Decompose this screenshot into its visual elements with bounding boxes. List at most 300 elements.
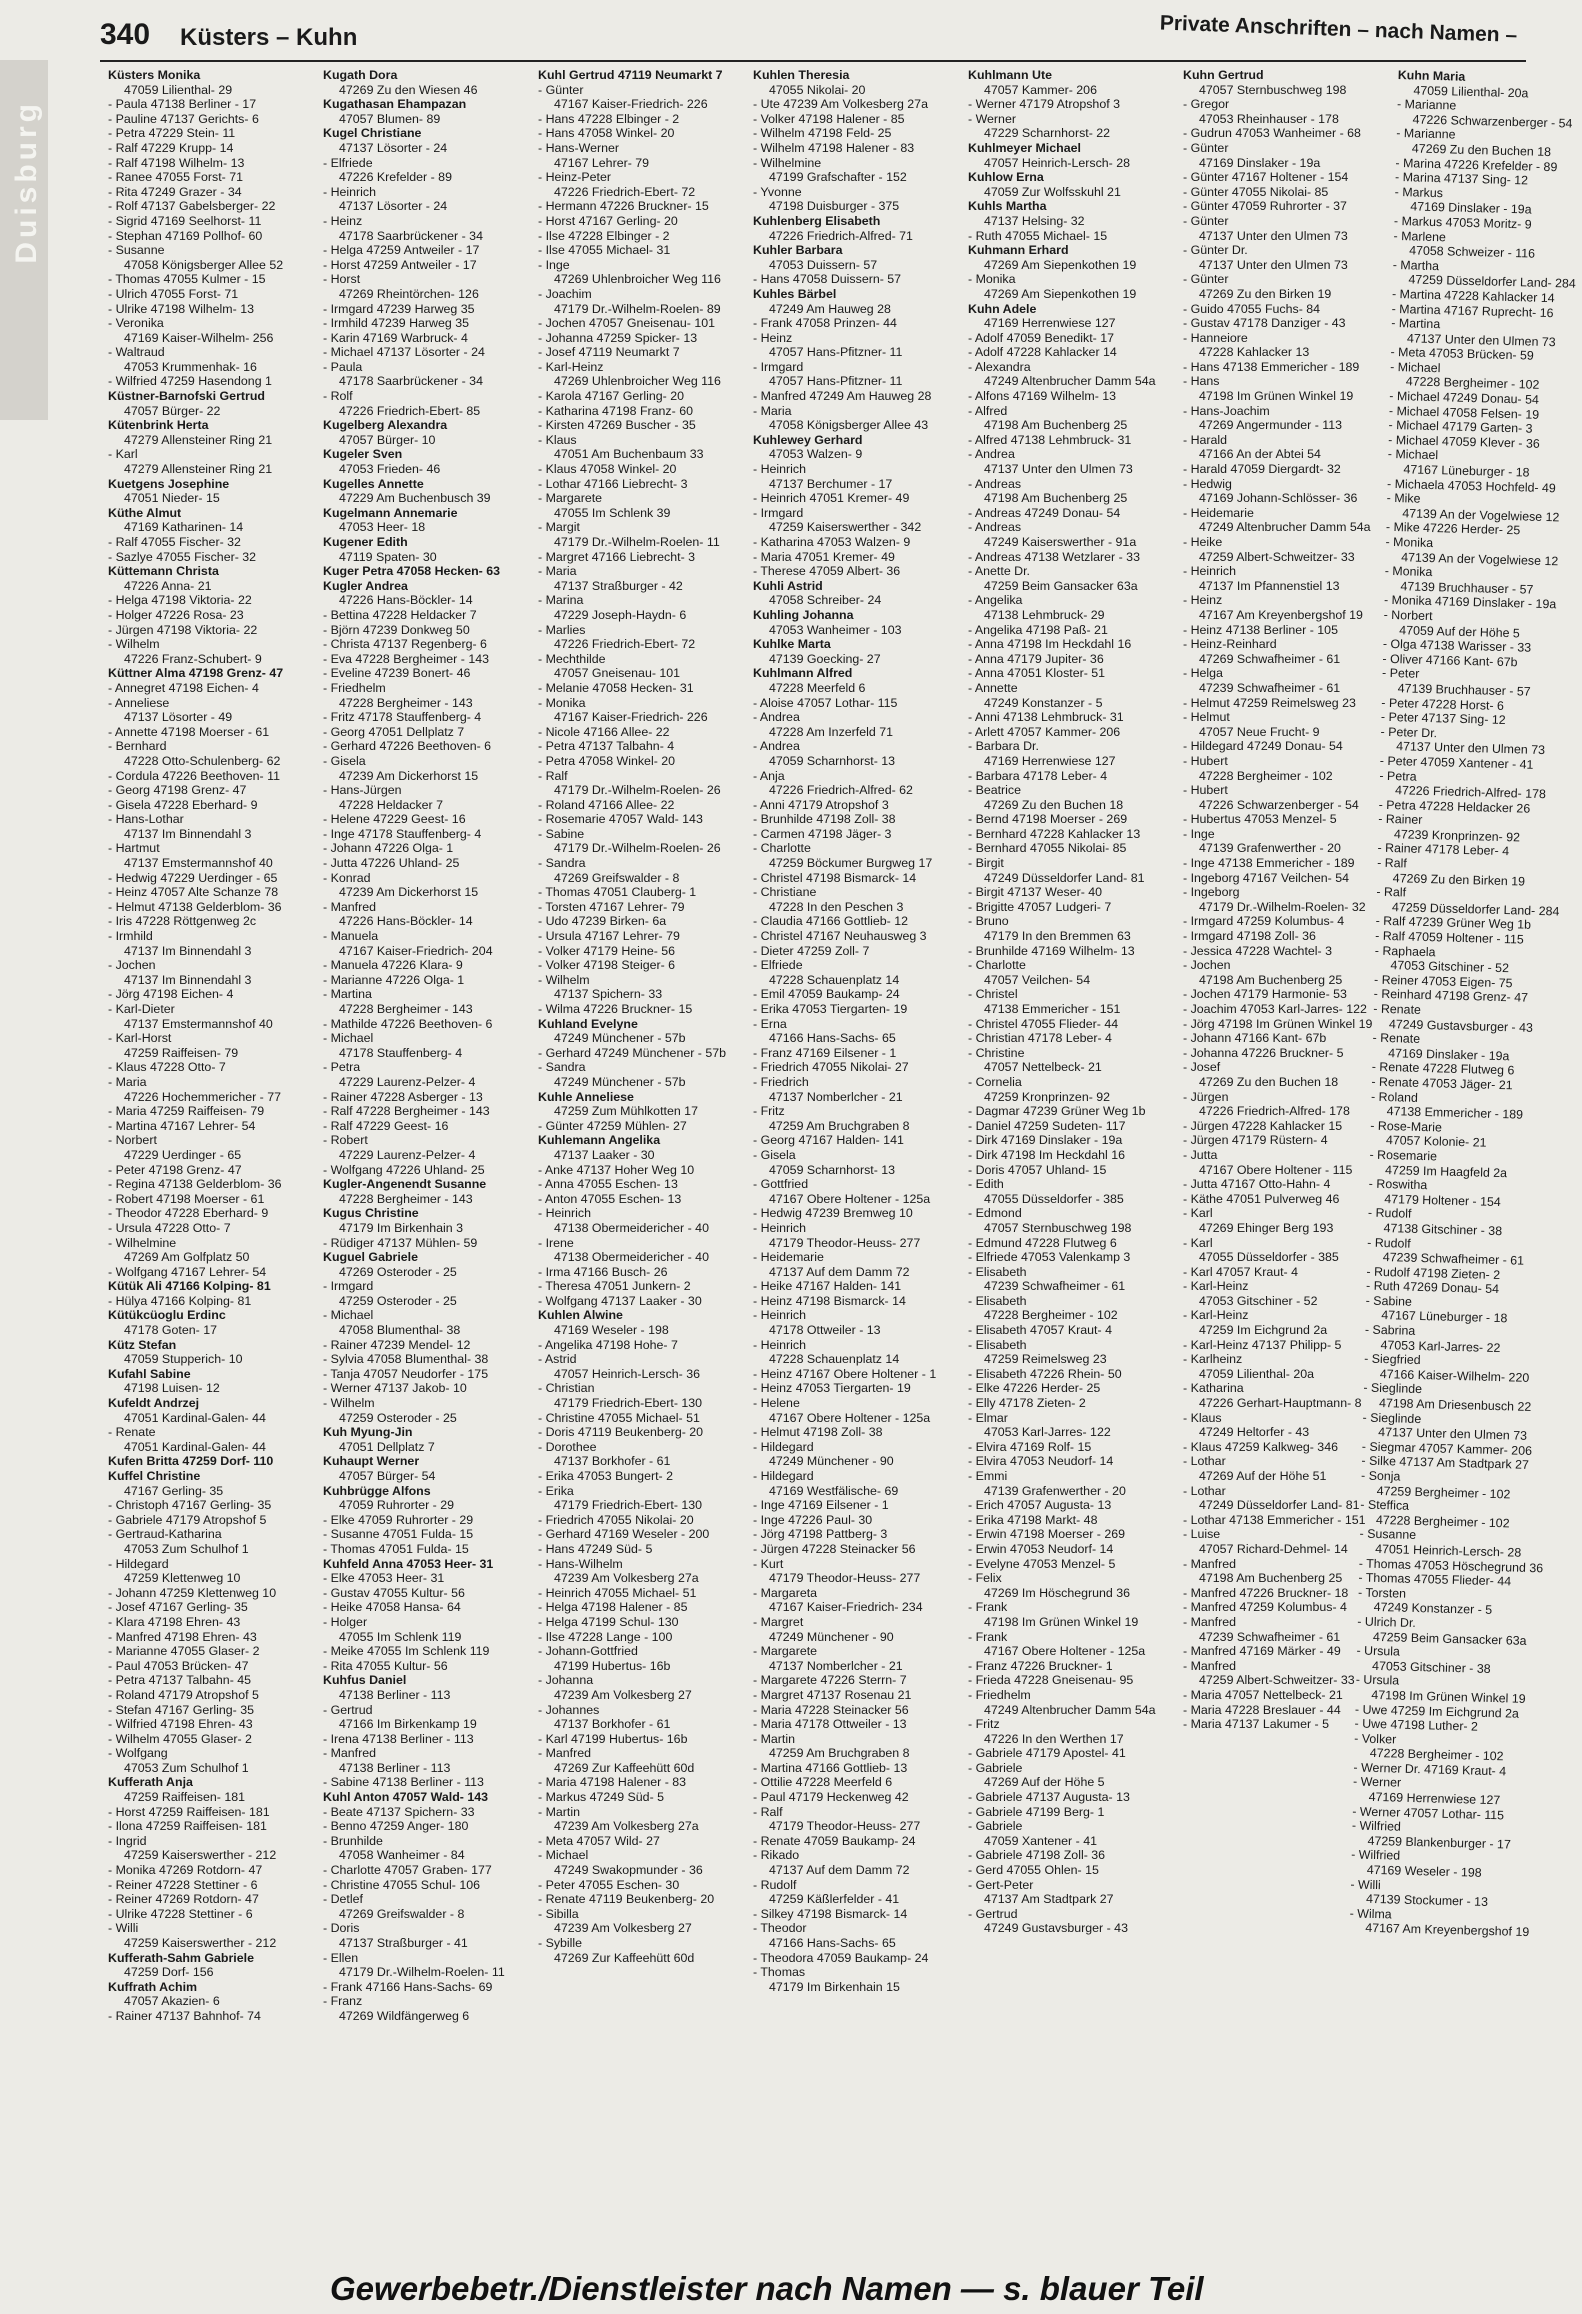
- listing-entry: - Andrea: [753, 739, 800, 754]
- listing-entry: 47166 Hans-Sachs- 65: [769, 1936, 896, 1950]
- listing-entry: - Michael: [1387, 447, 1439, 463]
- listing-entry: 47059 Auf der Höhe 5: [1399, 622, 1520, 640]
- listing-entry: 47051 Dellplatz 7: [339, 1439, 435, 1454]
- listing-entry: - Edith: [968, 1177, 1004, 1192]
- listing-entry: - Theodora 47059 Baukamp- 24: [753, 1950, 929, 1965]
- listing-entry: - Angelika: [968, 593, 1023, 608]
- listing-entry: - Heinrich 47055 Michael- 51: [538, 1585, 697, 1600]
- listing-entry: - Reiner 47269 Rotdorn- 47: [108, 1892, 259, 1907]
- listing-entry: 47259 Käßlerfelder - 41: [769, 1892, 900, 1907]
- listing-entry: - Thomas 47051 Fulda- 15: [323, 1541, 469, 1556]
- listing-entry: - Johann 47226 Olga- 1: [323, 841, 454, 856]
- listing-entry: - Inge 47169 Eilsener - 1: [753, 1498, 889, 1513]
- listing-entry: - Thomas 47053 Höschegrund 36: [1358, 1556, 1544, 1575]
- listing-entry: - Olga 47138 Warisser - 33: [1382, 636, 1532, 655]
- listing-entry: - Manfred 47198 Ehren- 43: [108, 1629, 257, 1644]
- listing-entry: - Karl: [108, 447, 138, 462]
- listing-entry: 47279 Allensteiner Ring 21: [124, 462, 273, 477]
- listing-entry: - Rolf: [323, 389, 353, 404]
- listing-entry: 47057 Hans-Pfitzner- 11: [769, 345, 903, 360]
- listing-entry: 47057 Bürger- 54: [339, 1469, 436, 1483]
- listing-entry: - Torsten: [1357, 1585, 1407, 1601]
- listing-entry: 47269 Uhlenbroicher Weg 116: [554, 272, 721, 287]
- listing-entry: - Margit: [538, 520, 580, 535]
- listing-entry: 47137 Unter den Ulmen 73: [1378, 1425, 1528, 1444]
- listing-entry: - Heinz: [753, 330, 793, 345]
- listing-entry: 47239 Am Dickerhorst 15: [339, 768, 479, 783]
- listing-entry: 47239 Schwafheimer - 61: [984, 1279, 1126, 1294]
- listing-entry: Kufahl Sabine: [108, 1366, 191, 1381]
- listing-entry: - Kurt: [753, 1556, 784, 1571]
- listing-entry: - Uwe 47259 Im Eichgrund 2a: [1354, 1701, 1520, 1721]
- listing-entry: 47137 Am Stadtpark 27: [984, 1892, 1114, 1907]
- thumb-index-tab: [0, 60, 48, 420]
- listing-entry: - Hubertus 47053 Menzel- 5: [1183, 812, 1337, 827]
- listing-entry: - Martin: [538, 1804, 580, 1819]
- listing-entry: 47053 Gitschiner - 52: [1199, 1293, 1318, 1308]
- listing-entry: - Maria 47259 Raiffeisen- 79: [108, 1104, 265, 1119]
- listing-entry: - Gabriele 47179 Atropshof 5: [108, 1512, 267, 1527]
- listing-entry: - Marianne: [1396, 126, 1456, 142]
- listing-entry: 47179 Theodor-Heuss- 277: [769, 1819, 921, 1834]
- listing-entry: - Heinz: [323, 213, 363, 228]
- listing-entry: 47239 Schwafheimer - 61: [1382, 1250, 1525, 1268]
- listing-entry: Kugeler Sven: [323, 447, 403, 462]
- listing-entry: - Ralf 47059 Holtener - 115: [1375, 928, 1524, 947]
- listing-entry: - Georg 47051 Dellplatz 7: [323, 724, 465, 739]
- listing-entry: - Maria 47228 Steinacker 56: [753, 1702, 909, 1717]
- listing-entry: - Barbara Dr.: [968, 739, 1039, 754]
- listing-entry: - Christel: [968, 987, 1018, 1002]
- listing-entry: - Elisabeth: [968, 1293, 1027, 1308]
- listing-entry: - Andrea: [968, 447, 1015, 462]
- listing-entry: 47167 Kaiser-Friedrich- 234: [769, 1600, 923, 1615]
- listing-entry: - Gudrun 47053 Wanheimer - 68: [1183, 126, 1361, 141]
- listing-entry: - Heinz-Reinhard: [1183, 637, 1277, 652]
- listing-entry: - Gabriele 47179 Apostel- 41: [968, 1746, 1126, 1761]
- listing-entry: - Irmgard: [753, 505, 804, 520]
- listing-entry: 47137 Berchumer - 17: [769, 476, 893, 491]
- listing-entry: Kugathasan Ehampazan: [323, 97, 467, 112]
- listing-entry: - Irena 47138 Berliner - 113: [323, 1731, 474, 1746]
- listing-entry: - Wilhelm: [108, 637, 160, 652]
- listing-entry: 47269 Auf der Höhe 5: [984, 1775, 1105, 1790]
- listing-entry: - Elfriede 47053 Valenkamp 3: [968, 1250, 1131, 1265]
- listing-entry: Kufferath Anja: [108, 1775, 193, 1790]
- listing-entry: - Heinz 47138 Berliner - 105: [1183, 622, 1338, 637]
- listing-entry: - Elisabeth 47057 Kraut- 4: [968, 1323, 1112, 1338]
- listing-entry: Kuhlmann Alfred: [753, 666, 853, 681]
- listing-entry: - Benno 47259 Anger- 180: [323, 1819, 469, 1834]
- listing-entry: - Siegmar 47057 Kammer- 206: [1361, 1439, 1533, 1458]
- listing-entry: - Gisela: [753, 1147, 796, 1162]
- listing-entry: - Christian 47178 Leber- 4: [968, 1031, 1112, 1046]
- listing-entry: - Bettina 47228 Heldacker 7: [323, 607, 477, 622]
- listing-entry: 47139 Bruchhauser - 57: [1397, 681, 1531, 699]
- listing-entry: 47053 Heer- 18: [339, 520, 426, 535]
- listing-entry: 47167 Am Kreyenbergshof 19: [1199, 607, 1363, 622]
- listing-entry: 47198 Am Buchenberg 25: [1199, 972, 1343, 987]
- listing-entry: 47055 Im Schlenk 119: [339, 1629, 462, 1644]
- listing-entry: - Dirk 47198 Im Heckdahl 16: [968, 1147, 1126, 1162]
- listing-entry: 47059 Xantener - 41: [984, 1833, 1097, 1848]
- listing-entry: 47239 Am Volkesberg 27: [554, 1687, 692, 1702]
- listing-entry: - Anni 47138 Lehmbruck- 31: [968, 710, 1124, 725]
- listing-entry: 47137 Auf dem Damm 72: [769, 1863, 910, 1878]
- listing-entry: - Meta 47053 Brücken- 59: [1390, 345, 1534, 363]
- listing-entry: - Maria 47137 Lakumer - 5: [1183, 1717, 1330, 1732]
- listing-entry: Kugus Christine: [323, 1206, 419, 1221]
- listing-entry: 47138 Berliner - 113: [339, 1687, 451, 1702]
- listing-entry: 47057 Hans-Pfitzner- 11: [769, 374, 903, 389]
- listing-entry: 47053 Walzen- 9: [769, 447, 863, 462]
- listing-entry: - Gisela: [323, 753, 366, 768]
- listing-entry: - Renate 47228 Flutweg 6: [1371, 1060, 1515, 1078]
- listing-entry: - Waltraud: [108, 345, 165, 360]
- listing-entry: - Mike 47226 Herder- 25: [1385, 520, 1521, 538]
- listing-entry: - Wilhelm: [323, 1396, 375, 1411]
- listing-entry: - Brunhilde: [323, 1833, 383, 1848]
- listing-entry: - Wilma: [1349, 1906, 1392, 1922]
- listing-entry: - Heinrich: [753, 1220, 807, 1235]
- listing-entry: - Stephan 47169 Pollhof- 60: [108, 228, 263, 243]
- listing-entry: - Helene 47229 Geest- 16: [323, 812, 466, 827]
- listing-entry: 47259 Beim Gansacker 63a: [1372, 1629, 1527, 1648]
- listing-entry: - Manfred: [323, 899, 377, 914]
- listing-entry: 47229 Laurenz-Pelzer- 4: [339, 1074, 476, 1089]
- listing-entry: - Gregor: [1183, 97, 1230, 112]
- listing-entry: - Maria: [753, 403, 792, 418]
- listing-entry: 47051 Nieder- 15: [124, 491, 220, 506]
- listing-entry: Kufferath-Sahm Gabriele: [108, 1950, 254, 1965]
- listing-entry: - Norbert: [1383, 607, 1433, 624]
- listing-entry: 47051 Am Buchenbaum 33: [554, 447, 704, 462]
- listing-entry: - Ralf 47229 Geest- 16: [323, 1118, 449, 1133]
- listing-entry: - Michael 47058 Felsen- 19: [1388, 403, 1540, 422]
- listing-entry: 47239 Am Volkesberg 27a: [554, 1819, 699, 1834]
- listing-entry: 47053 Karl-Jarres- 22: [1380, 1337, 1501, 1355]
- listing-column: [108, 68, 313, 2263]
- listing-entry: - Petra 47137 Talbahn- 45: [108, 1673, 252, 1688]
- listing-entry: 47229 Scharnhorst- 22: [984, 126, 1111, 141]
- listing-entry: 47239 Am Volkesberg 27a: [554, 1571, 699, 1586]
- listing-entry: 47179 Im Birkenhain 3: [339, 1220, 463, 1235]
- listing-entry: - Beate 47137 Spichern- 33: [323, 1804, 475, 1819]
- listing-entry: 47053 Rheinhauser - 178: [1199, 111, 1339, 126]
- listing-entry: - Hedwig 47239 Bremweg 10: [753, 1206, 913, 1221]
- listing-entry: - Petra: [1379, 768, 1417, 784]
- listing-entry: - Christine 47055 Schul- 106: [323, 1877, 481, 1892]
- listing-entry: - Heinrich 47051 Kremer- 49: [753, 491, 910, 506]
- listing-entry: 47138 Gitschiner - 38: [1383, 1220, 1503, 1239]
- listing-entry: - Heinrich: [1183, 564, 1237, 579]
- listing-entry: - Fritz: [753, 1104, 785, 1119]
- listing-entry: - Carmen 47198 Jäger- 3: [753, 826, 892, 841]
- listing-entry: - Wilma 47226 Bruckner- 15: [538, 1002, 693, 1016]
- listing-entry: - Annette 47198 Moerser - 61: [108, 724, 270, 739]
- listing-entry: - Tanja 47057 Neudorfer - 175: [323, 1366, 489, 1381]
- thumb-index-label: Duisburg: [10, 100, 43, 264]
- listing-entry: - Sabine 47138 Berliner - 113: [323, 1775, 484, 1790]
- listing-entry: - Rainer 47137 Bahnhof- 74: [108, 2008, 261, 2023]
- listing-entry: Kütz Stefan: [108, 1337, 177, 1352]
- listing-entry: - Karl: [1183, 1206, 1213, 1221]
- listing-entry: - Veronika: [108, 316, 164, 331]
- listing-entry: - Heinrich: [323, 184, 377, 199]
- listing-entry: - Maria: [538, 564, 577, 579]
- listing-entry: Küstner-Barnofski Gertrud: [108, 389, 265, 404]
- listing-entry: - Heinrich: [753, 1337, 807, 1352]
- listing-entry: - Hans-Jürgen: [323, 783, 402, 798]
- listing-entry: - Charlotte: [753, 841, 811, 856]
- listing-entry: - Hubert: [1183, 783, 1228, 798]
- listing-entry: - Alfons 47169 Wilhelm- 13: [968, 389, 1117, 404]
- listing-entry: - Jessica 47228 Wachtel- 3: [1183, 943, 1332, 958]
- listing-entry: - Günter 47167 Holtener - 154: [1183, 170, 1349, 185]
- listing-entry: - Reinhard 47198 Grenz- 47: [1373, 987, 1529, 1006]
- listing-entry: - Paula: [323, 359, 363, 374]
- listing-entry: - Gisela 47228 Eberhard- 9: [108, 797, 258, 812]
- listing-entry: 47249 Gustavsburger - 43: [984, 1921, 1128, 1936]
- listing-entry: - Emil 47059 Baukamp- 24: [753, 987, 900, 1002]
- listing-entry: 47239 Schwafheimer - 61: [1199, 1629, 1341, 1644]
- listing-entry: - Sabine: [1365, 1293, 1413, 1309]
- listing-entry: 47228 Bergheimer - 102: [1375, 1512, 1510, 1531]
- listing-entry: - Ilse 47055 Michael- 31: [538, 243, 671, 258]
- listing-entry: - Andrea: [753, 710, 800, 725]
- listing-entry: 47259 Klettenweg 10: [124, 1571, 241, 1586]
- listing-entry: 47058 Schreiber- 24: [769, 593, 882, 608]
- listing-entry: 47179 Dr.-Wilhelm-Roelen- 11: [339, 1965, 505, 1980]
- listing-entry: - Josef 47119 Neumarkt 7: [538, 345, 680, 360]
- listing-entry: 47229 Uerdinger - 65: [124, 1147, 242, 1162]
- listing-entry: - Inge 47138 Emmericher - 189: [1183, 856, 1355, 871]
- listing-entry: 47059 Stupperich- 10: [124, 1352, 243, 1367]
- listing-entry: 47226 Friedrich-Alfred- 71: [769, 228, 913, 243]
- listing-entry: - Monika: [1385, 534, 1434, 551]
- listing-entry: 47057 Neue Frucht- 9: [1199, 724, 1320, 739]
- listing-entry: 47119 Spaten- 30: [339, 549, 437, 564]
- listing-entry: Kuffel Christine: [108, 1469, 201, 1483]
- listing-entry: - Karl 47199 Hubertus- 16b: [538, 1731, 688, 1746]
- listing-entry: - Marianne: [1396, 97, 1457, 113]
- listing-entry: 47053 Zum Schulhof 1: [124, 1541, 249, 1556]
- listing-entry: 47138 Lehmbruck- 29: [984, 607, 1105, 622]
- listing-entry: 47269 Auf der Höhe 51: [1199, 1469, 1327, 1483]
- listing-entry: - Ellen: [323, 1950, 359, 1965]
- listing-entry: - Dagmar 47239 Grüner Weg 1b: [968, 1104, 1146, 1119]
- listing-entry: - Erika 47053 Bungert- 2: [538, 1469, 673, 1483]
- listing-entry: 47259 Dorf- 156: [124, 1965, 214, 1980]
- listing-entry: 47198 Im Grünen Winkel 19: [1371, 1687, 1526, 1706]
- listing-entry: - Jochen 47179 Harmonie- 53: [1183, 987, 1347, 1002]
- listing-entry: 47226 Friedrich-Alfred- 178: [1199, 1104, 1350, 1119]
- listing-entry: - Klaus 47228 Otto- 7: [108, 1060, 226, 1075]
- listing-entry: Kuhn Maria: [1397, 68, 1466, 84]
- listing-entry: - Martina 47167 Lehrer- 54: [108, 1118, 256, 1133]
- listing-entry: - Josef 47167 Gerling- 35: [108, 1600, 248, 1615]
- listing-entry: - Rosemarie 47057 Wald- 143: [538, 812, 703, 827]
- listing-entry: 47138 Obermeidericher - 40: [554, 1250, 709, 1265]
- listing-entry: 47059 Lilienthal- 20a: [1199, 1366, 1315, 1381]
- listing-entry: - Theodor 47228 Eberhard- 9: [108, 1206, 269, 1221]
- listing-entry: - Renate 47119 Beukenberg- 20: [538, 1892, 715, 1907]
- listing-entry: - Rolf 47137 Gabelsberger- 22: [108, 199, 276, 214]
- listing-entry: - Karlheinz: [1183, 1352, 1243, 1367]
- listing-entry: - Anni 47179 Atropshof 3: [753, 797, 889, 812]
- listing-entry: 47249 Konstanzer - 5: [1373, 1600, 1493, 1618]
- listing-entry: - Elke 47059 Ruhrorter - 29: [323, 1512, 474, 1527]
- listing-entry: - Mathilde 47226 Beethoven- 6: [323, 1016, 493, 1031]
- listing-entry: 47053 Frieden- 46: [339, 462, 441, 477]
- listing-entry: 47259 Albert-Schweitzer- 33: [1199, 1673, 1355, 1688]
- listing-entry: - Volker: [1354, 1731, 1397, 1747]
- listing-entry: - Hans 47249 Süd- 5: [538, 1541, 653, 1556]
- listing-entry: 47269 Zu den Buchen 18: [1199, 1074, 1339, 1089]
- listing-entry: - Anke 47137 Hoher Weg 10: [538, 1162, 695, 1177]
- listing-entry: - Rudolf: [1367, 1205, 1412, 1222]
- listing-entry: - Hildegard: [753, 1439, 814, 1454]
- listing-entry: 47259 Zum Mühlkotten 17: [554, 1104, 698, 1119]
- listing-entry: - Renate: [108, 1425, 156, 1440]
- listing-entry: 47198 Im Grünen Winkel 19: [984, 1614, 1139, 1629]
- listing-entry: - Josef: [1183, 1060, 1221, 1075]
- listing-entry: Kuhn Adele: [968, 301, 1037, 316]
- listing-entry: - Charlotte 47057 Graben- 177: [323, 1863, 492, 1878]
- listing-entry: 47053 Krummenhak- 16: [124, 359, 257, 374]
- listing-entry: - Iris 47228 Röttgenweg 2c: [108, 914, 257, 929]
- listing-entry: 47269 Zu den Buchen 18: [984, 797, 1124, 812]
- listing-entry: - Erwin 47053 Neudorf- 14: [968, 1541, 1114, 1556]
- listing-entry: 47198 Am Buchenberg 25: [984, 418, 1128, 433]
- listing-entry: - Friedhelm: [968, 1687, 1031, 1702]
- listing-entry: - Elvira 47169 Rolf- 15: [968, 1439, 1092, 1454]
- listing-entry: - Ingeborg 47167 Veilchen- 54: [1183, 870, 1350, 885]
- listing-entry: - Hans-Werner: [538, 140, 620, 155]
- listing-entry: Kugener Edith: [323, 535, 408, 549]
- listing-entry: - Helmut 47259 Reimelsweg 23: [1183, 695, 1356, 710]
- listing-entry: - Meta 47057 Wild- 27: [538, 1833, 660, 1848]
- listing-entry: - Dieter 47259 Zoll- 7: [753, 943, 870, 958]
- listing-entry: - Beatrice: [968, 783, 1022, 798]
- listing-entry: - Frank: [968, 1629, 1008, 1644]
- listing-entry: 47137 Nomberlcher - 21: [769, 1089, 903, 1104]
- listing-entry: 47167 Kaiser-Friedrich- 226: [554, 97, 708, 112]
- listing-entry: - Helga 47198 Viktoria- 22: [108, 593, 252, 608]
- listing-entry: - Ralf: [1377, 855, 1407, 871]
- listing-entry: - Helga 47199 Schul- 130: [538, 1614, 679, 1629]
- listing-entry: - Martina: [323, 987, 372, 1002]
- listing-entry: 47138 Emmericher - 189: [1386, 1104, 1524, 1122]
- listing-entry: 47228 Bergheimer - 102: [1405, 374, 1540, 393]
- listing-entry: Kufen Britta 47259 Dorf- 110: [108, 1454, 274, 1469]
- listing-entry: - Holger: [323, 1614, 368, 1629]
- listing-entry: Kugelberg Alexandra: [323, 418, 448, 433]
- listing-entry: 47167 Obere Holtener - 125a: [984, 1644, 1146, 1659]
- listing-entry: - Margret 47137 Rosenau 21: [753, 1687, 912, 1702]
- listing-entry: - Irene: [538, 1235, 574, 1250]
- listing-entry: - Aloise 47057 Lothar- 115: [753, 695, 898, 710]
- listing-entry: - Jutta: [1183, 1147, 1218, 1162]
- listing-entry: - Christoph 47167 Gerling- 35: [108, 1498, 272, 1513]
- listing-entry: - Rüdiger 47137 Mühlen- 59: [323, 1235, 478, 1250]
- listing-entry: Kufeldt Andrzej: [108, 1396, 200, 1411]
- listing-entry: Kuhlen Theresia: [753, 68, 850, 82]
- listing-entry: - Marianne 47055 Glaser- 2: [108, 1644, 260, 1659]
- listing-entry: 47269 Uhlenbroicher Weg 116: [554, 374, 721, 389]
- listing-entry: 47179 In den Bremmen 63: [984, 929, 1131, 944]
- listing-entry: - Monika: [968, 272, 1016, 287]
- listing-entry: 47239 Am Dickerhorst 15: [339, 885, 479, 900]
- listing-entry: 47198 Luisen- 12: [124, 1381, 220, 1396]
- listing-entry: 47226 Krefelder - 89: [339, 170, 452, 185]
- listing-entry: - Sibilla: [538, 1906, 579, 1921]
- listing-entry: - Anna 47055 Eschen- 13: [538, 1177, 678, 1192]
- listing-entry: - Marlene: [1393, 228, 1447, 244]
- listing-entry: - Helmut 47138 Gelderblom- 36: [108, 899, 282, 914]
- listing-entry: - Erika 47053 Tiergarten- 19: [753, 1002, 908, 1016]
- listing-entry: - Heinz-Peter: [538, 170, 611, 185]
- listing-entry: - Christine 47055 Michael- 51: [538, 1410, 700, 1425]
- listing-entry: 47198 Duisburger - 375: [769, 199, 900, 214]
- listing-entry: - Peter: [1381, 666, 1420, 682]
- listing-entry: - Horst 47259 Antweiler - 17: [323, 257, 477, 272]
- listing-entry: - Alfred 47138 Lehmbruck- 31: [968, 432, 1132, 447]
- listing-entry: - Ursula 47228 Otto- 7: [108, 1220, 231, 1235]
- listing-entry: - Joachim: [538, 286, 592, 301]
- listing-entry: - Luise: [1183, 1527, 1221, 1542]
- listing-entry: - Jürgen 47228 Kahlacker 15: [1183, 1118, 1343, 1133]
- listing-entry: - Theodor: [753, 1921, 807, 1936]
- listing-entry: 47249 Swakopmunder - 36: [554, 1863, 703, 1878]
- listing-entry: - Franz: [323, 1994, 363, 2009]
- listing-entry: - Elfriede: [323, 155, 373, 170]
- listing-entry: 47053 Zum Schulhof 1: [124, 1760, 249, 1775]
- listing-entry: Küthe Almut: [108, 505, 182, 520]
- listing-entry: - Hartmut: [108, 841, 160, 856]
- listing-entry: 47228 Bergheimer - 143: [339, 1002, 473, 1016]
- listing-entry: 47057 Veilchen- 54: [984, 972, 1091, 987]
- listing-entry: 47269 Am Golfplatz 50: [124, 1250, 250, 1265]
- listing-entry: - Günter Dr.: [1183, 243, 1248, 258]
- listing-entry: - Holger 47226 Rosa- 23: [108, 607, 244, 622]
- listing-entry: Kuhler Barbara: [753, 243, 843, 258]
- listing-entry: - Manuela: [323, 929, 379, 944]
- listing-entry: - Margarete 47226 Sterrn- 7: [753, 1673, 907, 1688]
- listing-entry: - Anna 47198 Im Heckdahl 16: [968, 637, 1132, 652]
- listing-entry: - Heinrich: [753, 462, 807, 477]
- listing-entry: - Rose-Marie: [1370, 1118, 1443, 1135]
- listing-entry: - Willi: [108, 1921, 139, 1936]
- listing-entry: - Monika: [538, 695, 586, 710]
- listing-entry: - Hildegard 47249 Donau- 54: [1183, 739, 1343, 754]
- listing-entry: - Georg 47198 Grenz- 47: [108, 783, 247, 798]
- listing-entry: - Ursula 47167 Lehrer- 79: [538, 929, 680, 944]
- listing-entry: - Sazlye 47055 Fischer- 32: [108, 549, 257, 564]
- listing-entry: - Johanna 47226 Bruckner- 5: [1183, 1045, 1344, 1060]
- listing-entry: - Gerd 47055 Ohlen- 15: [968, 1863, 1099, 1878]
- listing-entry: - Dirk 47169 Dinslaker - 19a: [968, 1133, 1123, 1148]
- listing-entry: - Renate 47059 Baukamp- 24: [753, 1833, 916, 1848]
- listing-entry: - Lothar: [1183, 1454, 1226, 1469]
- listing-entry: - Frank: [968, 1600, 1008, 1615]
- footer-note: Gewerbebetr./Dienstleister nach Namen — s. blauer Teil: [330, 2270, 1204, 2307]
- listing-entry: 47179 Dr.-Wilhelm-Roelen- 11: [554, 535, 720, 549]
- listing-entry: - Doris: [323, 1921, 360, 1936]
- listing-entry: - Karl-Heinz: [1183, 1279, 1249, 1294]
- listing-entry: - Inge 47178 Stauffenberg- 4: [323, 826, 482, 841]
- listing-entry: - Friedhelm: [323, 680, 386, 695]
